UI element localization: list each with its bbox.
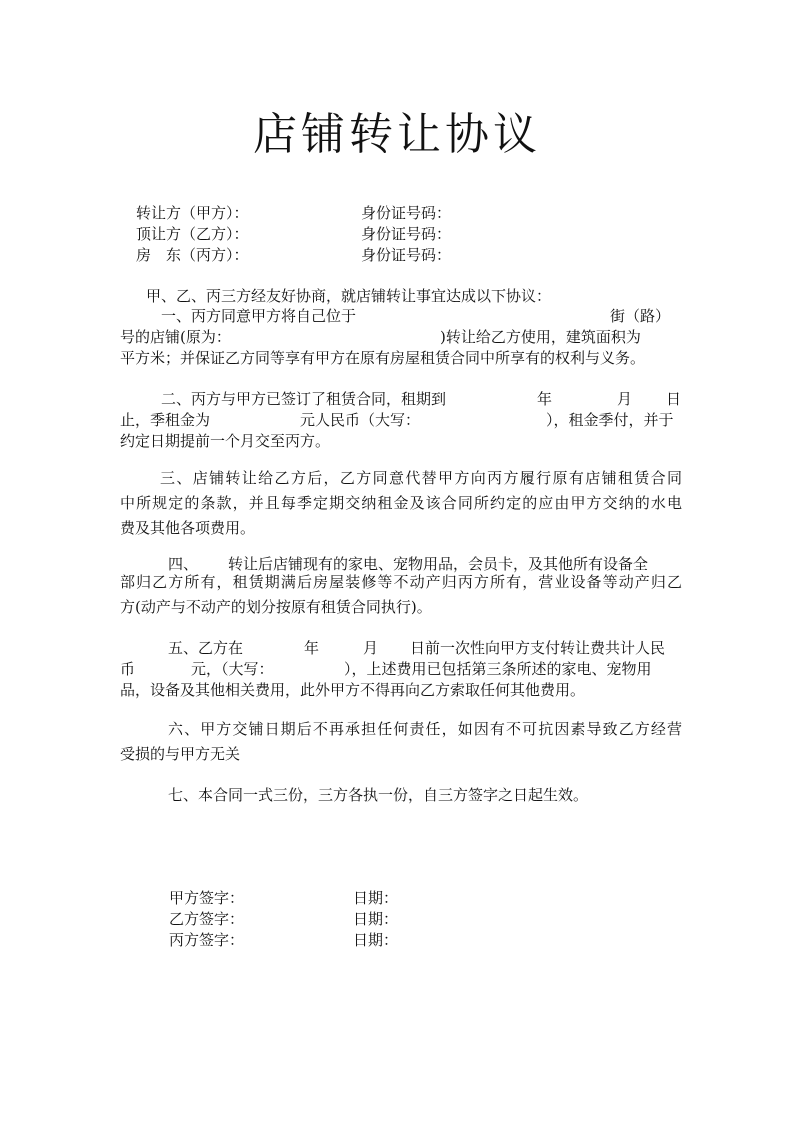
clause-5-line-2c: ），上述费用已包括第三条所述的家电、宠物用 — [344, 660, 652, 678]
party-transferor-id-label: 身份证号码： — [361, 204, 452, 222]
intro-text: 甲、乙、丙三方经友好协商，就店铺转让事宜达成以下协议： — [146, 287, 552, 305]
signature-party-a-label: 甲方签字： — [169, 889, 245, 907]
party-landlord-label: 房 东（丙方）： — [136, 246, 249, 264]
party-transferee-id-label: 身份证号码： — [361, 225, 452, 243]
clause-7: 七、本合同一式三份，三方各执一份，自三方签字之日起生效。 — [168, 786, 589, 804]
clause-2-line-3: 约定日期提前一个月交至丙方。 — [120, 432, 331, 450]
clause-5-year: 年 — [304, 639, 320, 657]
clause-5-line-1a: 五、乙方在 — [168, 639, 244, 657]
clause-3-line-3: 费及其他各项费用。 — [120, 519, 256, 537]
clause-5-line-3: 品，设备及其他相关费用，此外甲方不得再向乙方索取任何其他费用。 — [120, 681, 586, 699]
clause-4-line-2: 部归乙方所有，租赁期满后房屋装修等不动产归丙方所有，营业设备等动产归乙 — [120, 573, 682, 591]
clause-1-line-1b: 街（路） — [610, 307, 671, 325]
clause-5-line-2b: 元，（大写： — [191, 660, 274, 678]
document-title: 店铺转让协议 — [253, 109, 541, 160]
clause-1-line-1a: 一、丙方同意甲方将自己位于 — [161, 307, 357, 325]
clause-2-year: 年 — [537, 390, 553, 408]
signature-party-c-label: 丙方签字： — [169, 931, 245, 949]
clause-4-line-1a: 四、 — [168, 555, 199, 573]
clause-2-day: 日 — [666, 390, 682, 408]
clause-6-line-2: 受损的与甲方无关 — [120, 745, 241, 763]
clause-3-line-2: 中所规定的条款，并且每季定期交纳租金及该合同所约定的应由甲方交纳的水电 — [120, 494, 682, 512]
party-transferee-label: 顶让方（乙方）： — [136, 225, 249, 243]
clause-3 — [120, 466, 682, 541]
clause-2-month: 月 — [617, 390, 633, 408]
clause-4-line-1b: 转让后店铺现有的家电、宠物用品，会员卡，及其他所有设备全 — [228, 555, 649, 573]
party-transferor-label: 转让方（甲方）： — [136, 204, 249, 222]
clause-4-line-3: 方(动产与不动产的划分按原有租赁合同执行)。 — [120, 598, 432, 616]
clause-1-line-2a: 号的店铺(原为： — [120, 328, 231, 346]
clause-5-month: 月 — [363, 639, 379, 657]
clause-5-line-2a: 币 — [120, 660, 136, 678]
signature-party-b-label: 乙方签字： — [169, 910, 245, 928]
clause-2-line-2b: 元人民币（大写： — [300, 411, 421, 429]
clause-3-line-1: 三、店铺转让给乙方后，乙方同意代替甲方向丙方履行原有店铺租赁合同 — [160, 469, 682, 487]
signature-party-c-date-label: 日期： — [353, 931, 399, 949]
signature-party-a-date-label: 日期： — [353, 889, 399, 907]
clause-1-line-2b: )转让给乙方使用，建筑面积为 — [440, 328, 641, 346]
clause-4-body — [120, 570, 682, 620]
party-landlord-id-label: 身份证号码： — [361, 246, 452, 264]
clause-5-line-1b: 日前一次性向甲方支付转让费共计人民 — [410, 639, 666, 657]
clause-6-line-1: 六、甲方交铺日期后不再承担任何责任，如因有不可抗因素导致乙方经营 — [168, 720, 682, 738]
clause-2-line-1a: 二、丙方与甲方已签订了租赁合同，租期到 — [161, 390, 447, 408]
clause-6 — [120, 717, 682, 767]
clause-1-line-3: 平方米；并保证乙方同等享有甲方在原有房屋租赁合同中所享有的权利与义务。 — [120, 349, 646, 367]
clause-2-line-2a: 止，季租金为 — [120, 411, 211, 429]
clause-2-line-2c: ），租金季付，并于 — [546, 411, 674, 429]
signature-party-b-date-label: 日期： — [353, 910, 399, 928]
